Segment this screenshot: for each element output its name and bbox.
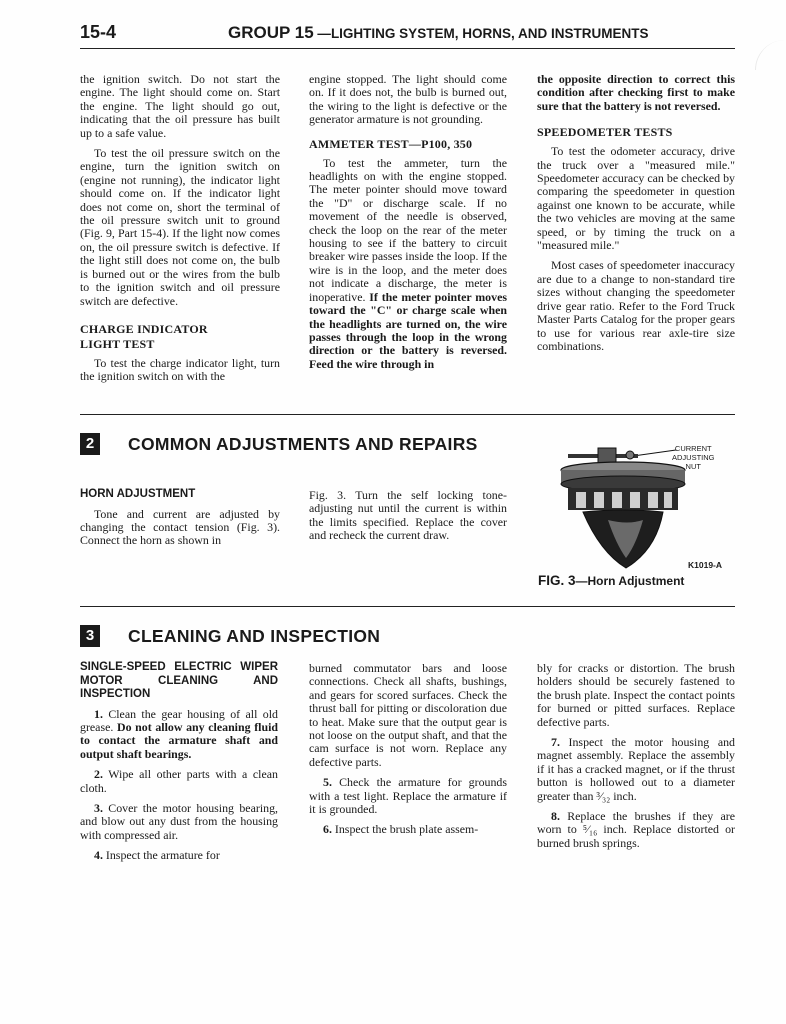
section-number-badge: 2 [80, 433, 100, 455]
group-subject: LIGHTING SYSTEM, HORNS, AND INSTRUMENTS [330, 26, 649, 41]
step-warning: Do not allow any cleaning fluid to contact the armature shaft and output shaft bearings. [80, 719, 278, 761]
section-2-column-1 [80, 488, 280, 555]
step [80, 768, 278, 795]
step-text: Wipe all other parts with a clean cloth. [80, 767, 278, 795]
step-text: Inspect the armature for [105, 848, 220, 863]
step-number: 3. [94, 800, 103, 815]
page-number: 15-4 [80, 22, 117, 42]
step-number: 7. [551, 735, 560, 750]
heading-ammeter-test: AMMETER TEST—P100, 350 [309, 136, 473, 151]
top-column-1 [80, 73, 280, 391]
top-column-3 [537, 73, 735, 360]
heading-charge-indicator: CHARGE INDICATOR [80, 321, 208, 336]
section-rule [80, 414, 735, 415]
step [80, 802, 278, 842]
step-text: Clean the gear housing of all old grease. [80, 706, 278, 734]
section-3-column-1 [80, 661, 278, 870]
header-rule [80, 48, 735, 49]
step-number: 2. [94, 767, 103, 782]
step-number: 5. [323, 775, 332, 790]
section-number-badge: 3 [80, 625, 100, 647]
callout-line: CURRENT [674, 444, 712, 453]
figure-callout [672, 444, 715, 471]
paragraph: Most cases of speedometer inaccuracy are due to a change to non-standard tire sizes without changing the speedometer drive gear ratio. Refer to the Ford Truck Master Parts Catalog for the proper gears to use for various rear axle-tire size combinations. [537, 258, 735, 353]
paragraph: burned commutator bars and loose connections. Check all shafts, bushings, and gears for scored surfaces. Check the thrust ball for pitting or discoloration due to heat. Make sure that the output gear is not loose on the output shaft, and that the cam surface is not worn. Replace any defective parts. [309, 661, 507, 769]
paragraph [537, 73, 735, 113]
paragraph: To test the charge indicator light, turn the ignition switch on with the [80, 355, 280, 384]
paragraph: To test the odometer accuracy, drive the truck over a "measured mile." Speedometer accuracy can be checked by comparing the speedometer in question against one known to be accurate, while the two vehicles are moving at the same speed, or by timing the truck on a "measured mile." [537, 144, 735, 253]
paragraph [309, 157, 507, 372]
group-title: GROUP 15 —LIGHTING SYSTEM, HORNS, AND INSTRUMENTS [228, 23, 649, 42]
figure-id: K1019-A [688, 560, 723, 570]
section-rule [80, 606, 735, 607]
heading-speedometer-tests: SPEEDOMETER TESTS [537, 125, 673, 140]
step [537, 736, 735, 803]
ammeter-bold-text: If the meter pointer moves toward the "C" or charge scale when the headlights are turned on, the wire passes through the loop in the wrong direction or the battery is reversed. Feed the wire through in [309, 289, 507, 371]
section-title: CLEANING AND INSPECTION [128, 626, 381, 646]
heading-light-test: LIGHT TEST [80, 336, 155, 351]
top-column-2 [309, 73, 507, 378]
page-corner-mark [755, 40, 786, 70]
step-text: Inspect the motor housing and magnet assembly. Replace the assembly if it has a cracked magnet, or if the thrust button is hollowed out to a diameter greater than ³⁄₃₂ inch. [537, 735, 736, 803]
step-number: 4. [94, 848, 103, 863]
paragraph: the ignition switch. Do not start the engine. The light should come on. Start the engine. The light should go out, indicating that the oil pressure has built up to a safe value. [80, 72, 280, 140]
step [80, 849, 278, 862]
step-number: 1. [94, 706, 103, 721]
section-2-column-2 [309, 489, 507, 550]
step-number: 6. [323, 822, 332, 837]
page-header [80, 22, 735, 48]
callout-line: ADJUSTING [672, 453, 715, 462]
callout-line: NUT [685, 462, 701, 471]
paragraph: Tone and current are adjusted by changing the contact tension (Fig. 3). Connect the horn as shown in [80, 506, 280, 548]
step-text: Check the armature for grounds with a test light. Replace the armature if it is grounded. [309, 775, 507, 817]
step-text: Cover the motor housing bearing, and blow out any dust from the housing with compressed air. [80, 800, 278, 842]
step-text: Inspect the brush plate assem- [334, 822, 479, 837]
paragraph: bly for cracks or distortion. The brush holders should be securely fastened to the brush plate. Inspect the contact points for burned or pitted surfaces. Replace defective parts. [537, 661, 735, 729]
section-3-column-3 [537, 662, 735, 857]
heading-wiper-motor: SINGLE-SPEED ELECTRIC WIPER MOTOR CLEANING AND INSPECTION [80, 661, 278, 700]
section-3-column-2 [309, 662, 507, 844]
paragraph: Fig. 3. Turn the self locking tone-adjusting nut until the current is within the limits specified. Replace the cover and recheck the current draw. [309, 488, 507, 543]
figure-caption-text: —Horn Adjustment [575, 574, 685, 588]
section-title: COMMON ADJUSTMENTS AND REPAIRS [128, 434, 478, 454]
step [309, 776, 507, 816]
heading-horn-adjustment: HORN ADJUSTMENT [80, 488, 196, 500]
paragraph: To test the oil pressure switch on the engine, turn the ignition switch on (engine not running), the indicator light should come on. If the indicator light does not come on, short the terminal of the oil pressure switch unit to ground (Fig. 9, Part 15-4). If the light now comes on, the oil pressure switch is defective. If the light still does not come on, the bulb is burned out or the wires from the bulb to the ignition switch and oil pressure switch are defective. [80, 146, 280, 308]
step-number: 8. [551, 809, 560, 824]
step [80, 708, 278, 762]
ammeter-text: To test the ammeter, turn the headlights on with the engine stopped. The meter pointer should move toward the "D" or discharge scale. If no movement of the needle is observed, check the loop on the rear of the meter housing to see if the battery to circuit breaker wire passes inside the loop. If the wire is in the loop, and the meter does not indicate a discharge, the meter is inoperative. [309, 155, 507, 304]
bold-continuation: the opposite direction to correct this condition after checking first to make sure that the battery is not reversed. [537, 72, 735, 113]
step [309, 823, 507, 836]
step [537, 810, 735, 850]
group-label: GROUP 15 [228, 23, 314, 42]
figure-caption [538, 573, 684, 588]
figure-number: FIG. 3 [538, 573, 576, 588]
paragraph: engine stopped. The light should come on. If it does not, the bulb is burned out, the wiring to the light is defective or the generator armature is not grounding. [309, 72, 507, 127]
step-text: Replace the brushes if they are worn to ⁵⁄₁₆ inch. Replace distorted or burned brush springs. [537, 809, 735, 850]
